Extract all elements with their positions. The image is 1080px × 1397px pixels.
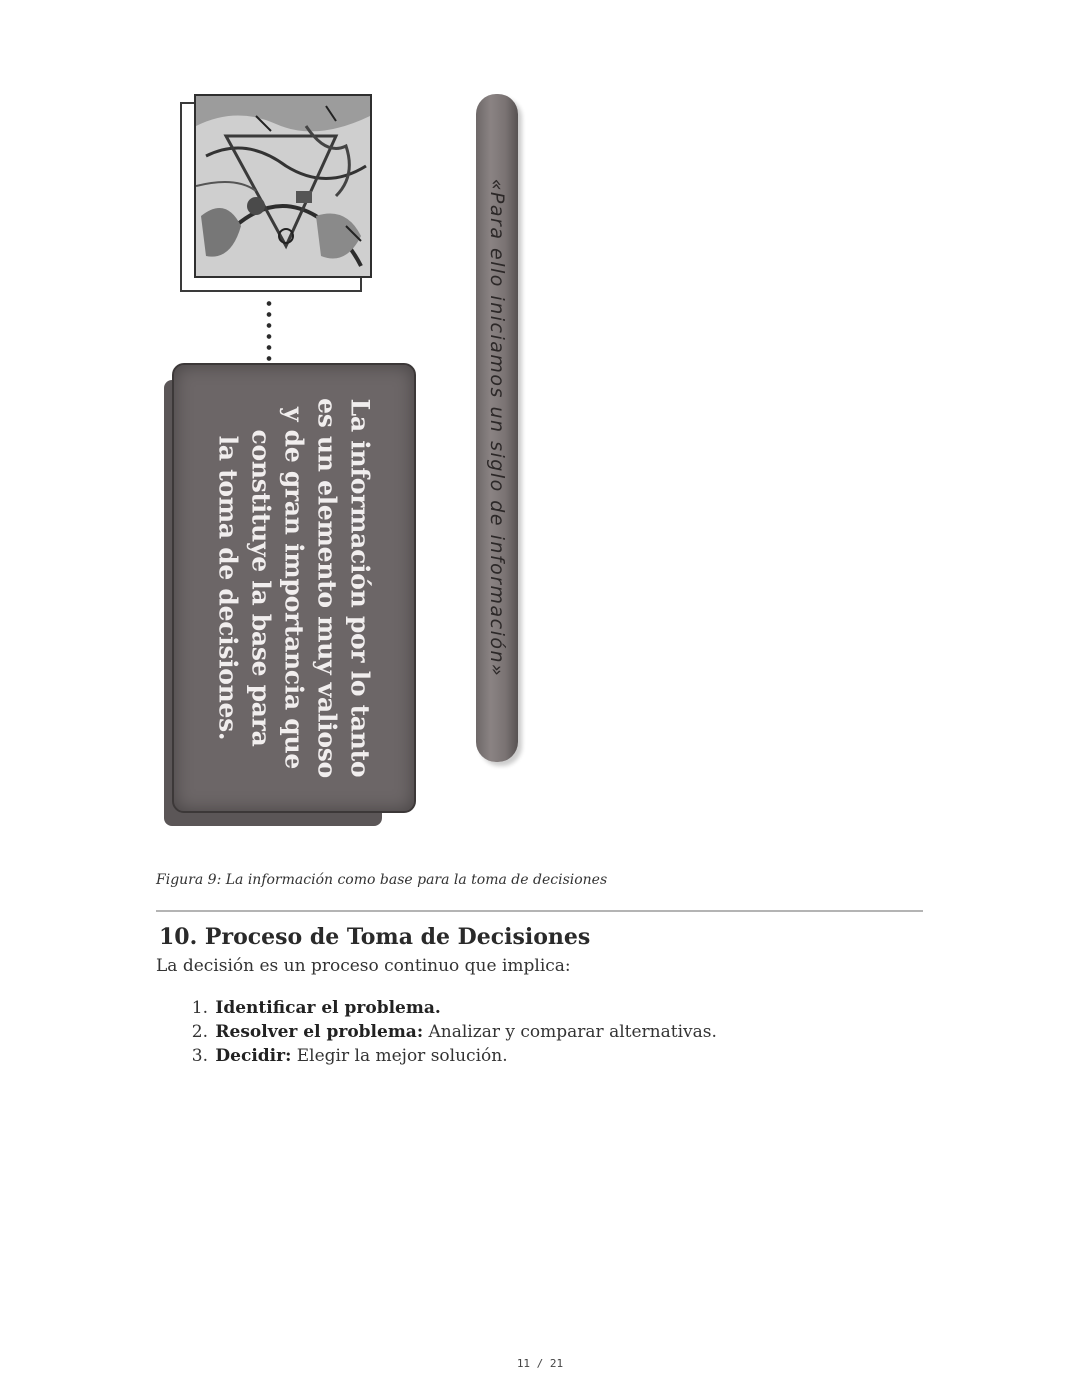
map-illustration [196,96,370,276]
list-item-number: 2. [191,1022,208,1042]
list-item-number: 3. [191,1046,208,1066]
figure-caption: Figura 9: La información como base para la toma de decisiones [156,872,608,888]
world-map-image [194,94,372,278]
list-item [190,1020,717,1044]
list-item-text: Analizar y comparar alternativas. [423,1022,717,1042]
section-divider [156,910,923,912]
quote-banner [476,94,518,762]
list-item-number: 1. [191,998,208,1018]
information-card [172,363,416,813]
page-number: 11 / 21 [516,1357,564,1370]
list-item-title: Resolver el problema: [215,1022,424,1042]
list-item-title: Identificar el problema. [215,998,441,1018]
decision-steps-list [190,996,717,1068]
list-item-text: Elegir la mejor solución. [291,1046,508,1066]
section-intro: La decisión es un proceso continuo que implica: [156,956,571,976]
section-heading: 10. Proceso de Toma de Decisiones [159,924,591,950]
quote-banner-text: «Para ello iniciamos un siglo de información» [486,178,508,678]
list-item [190,996,717,1020]
list-item-title: Decidir: [215,1046,292,1066]
figure-information-decisions [150,80,550,840]
list-item [190,1044,717,1068]
information-card-text: La información por lo tanto es un elemento muy valioso y de gran importancia que constituye la base para la toma de decisiones. [213,398,375,778]
